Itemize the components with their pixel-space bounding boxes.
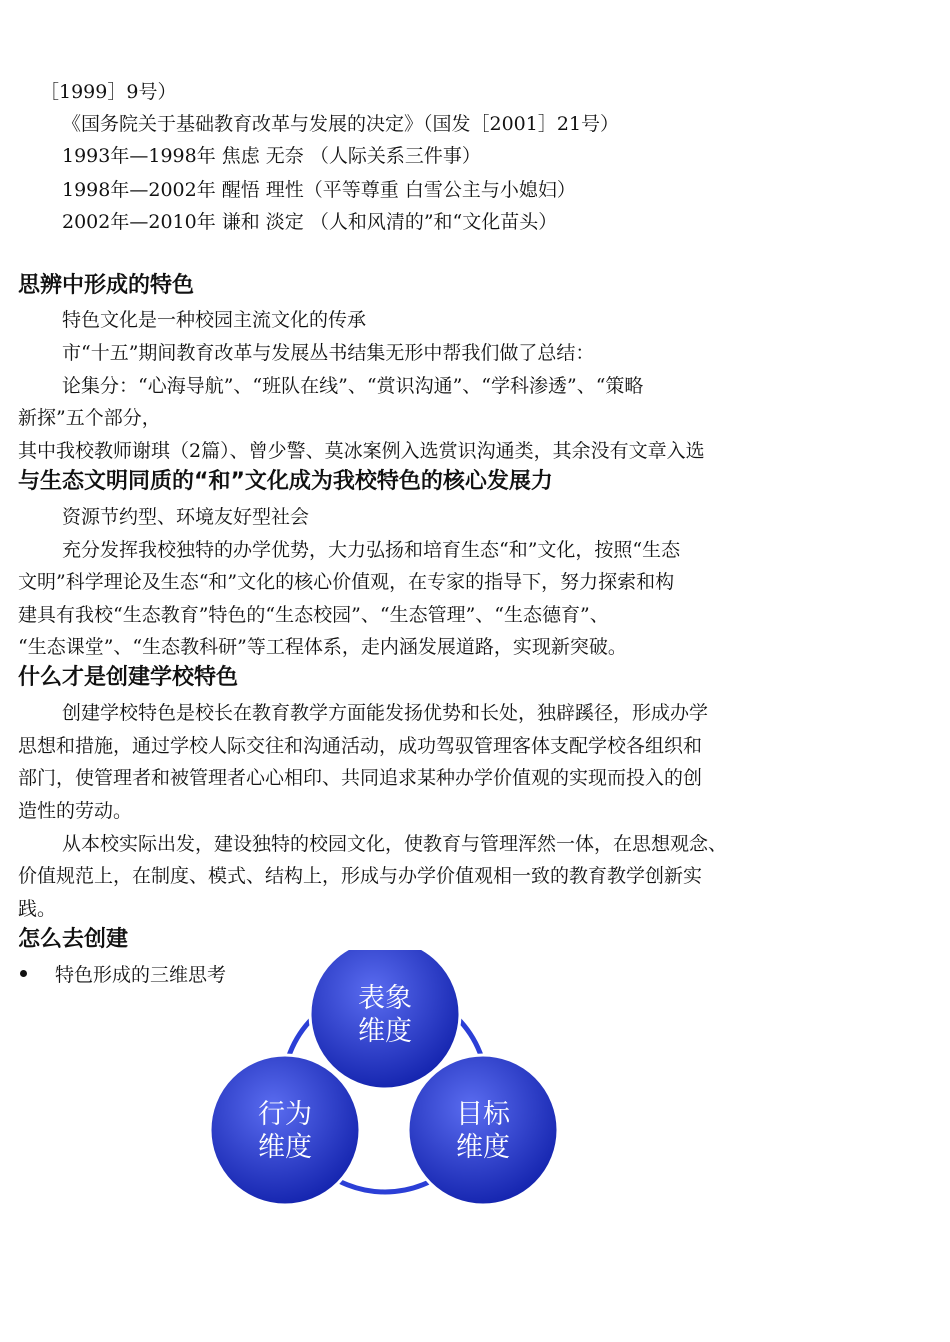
node-right-circle — [408, 1055, 558, 1205]
node-left — [210, 1055, 360, 1205]
node-right — [408, 1055, 558, 1205]
paragraph-line: 其中我校教师谢琪（2篇）、曾少警、莫冰案例入选赏识沟通类，其余没有文章入选 — [18, 440, 705, 462]
paragraph-line: 新探”五个部分， — [18, 407, 161, 429]
section-heading-2: 与生态文明同质的“和”文化成为我校特色的核心发展力 — [18, 469, 553, 494]
paragraph-line: “生态课堂”、“生态教科研”等工程体系，走内涵发展道路，实现新突破。 — [18, 636, 627, 658]
paragraph-line: 造性的劳动。 — [18, 800, 133, 822]
paragraph-line: 市“十五”期间教育改革与发展丛书结集无形中帮我们做了总结： — [62, 342, 595, 364]
paragraph-line: 价值规范上，在制度、模式、结构上，形成与办学价值观相一致的教育教学创新实 — [18, 865, 703, 887]
section-heading-4: 怎么去创建 — [18, 927, 129, 952]
text-line-5: 2002年—2010年 谦和 淡定 （人和风清的”和“文化苗头） — [62, 211, 558, 233]
paragraph-line: 从本校实际出发，建设独特的校园文化，使教育与管理浑然一体，在思想观念、 — [62, 833, 728, 855]
paragraph-line: 思想和措施，通过学校人际交往和沟通活动，成功驾驭管理客体支配学校各组织和 — [18, 735, 703, 757]
bullet-item: 特色形成的三维思考 — [55, 964, 227, 986]
section-heading-3: 什么才是创建学校特色 — [18, 665, 239, 690]
paragraph-line: 资源节约型、环境友好型社会 — [62, 506, 310, 528]
paragraph-line: 建具有我校“生态教育”特色的“生态校园”、“生态管理”、“生态德育”、 — [18, 604, 609, 626]
node-top-label-2: 维度 — [358, 1016, 412, 1047]
node-right-label-2: 维度 — [456, 1132, 510, 1163]
paragraph-line: 特色文化是一种校园主流文化的传承 — [62, 309, 367, 331]
node-right-label-1: 目标 — [456, 1099, 510, 1130]
text-line-3: 1993年—1998年 焦虑 无奈 （人际关系三件事） — [62, 145, 481, 167]
node-left-circle — [210, 1055, 360, 1205]
text-line-4: 1998年—2002年 醒悟 理性（平等尊重 白雪公主与小媳妇） — [62, 179, 576, 201]
paragraph-line: 充分发挥我校独特的办学优势，大力弘扬和培育生态“和”文化，按照“生态 — [62, 539, 681, 561]
paragraph-line: 文明”科学理论及生态“和”文化的核心价值观，在专家的指导下，努力探索和构 — [18, 571, 675, 593]
node-left-label-1: 行为 — [258, 1099, 312, 1130]
section-heading-1: 思辨中形成的特色 — [18, 273, 195, 298]
text-line-1: ［1999］9号） — [40, 81, 177, 103]
text-line-2: 《国务院关于基础教育改革与发展的决定》（国发［2001］21号） — [62, 113, 620, 135]
paragraph-line: 创建学校特色是校长在教育教学方面能发扬优势和长处，独辟蹊径，形成办学 — [62, 702, 709, 724]
bullet-icon — [20, 970, 27, 977]
three-dimension-diagram — [200, 950, 570, 1210]
paragraph-line: 部门，使管理者和被管理者心心相印、共同追求某种办学价值观的实现而投入的创 — [18, 767, 703, 789]
paragraph-line: 论集分：“心海导航”、“班队在线”、“赏识沟通”、“学科渗透”、“策略 — [62, 375, 644, 397]
node-top — [310, 950, 460, 1089]
paragraph-line: 践。 — [18, 898, 57, 920]
node-top-label-1: 表象 — [358, 983, 412, 1014]
node-left-label-2: 维度 — [258, 1132, 312, 1163]
